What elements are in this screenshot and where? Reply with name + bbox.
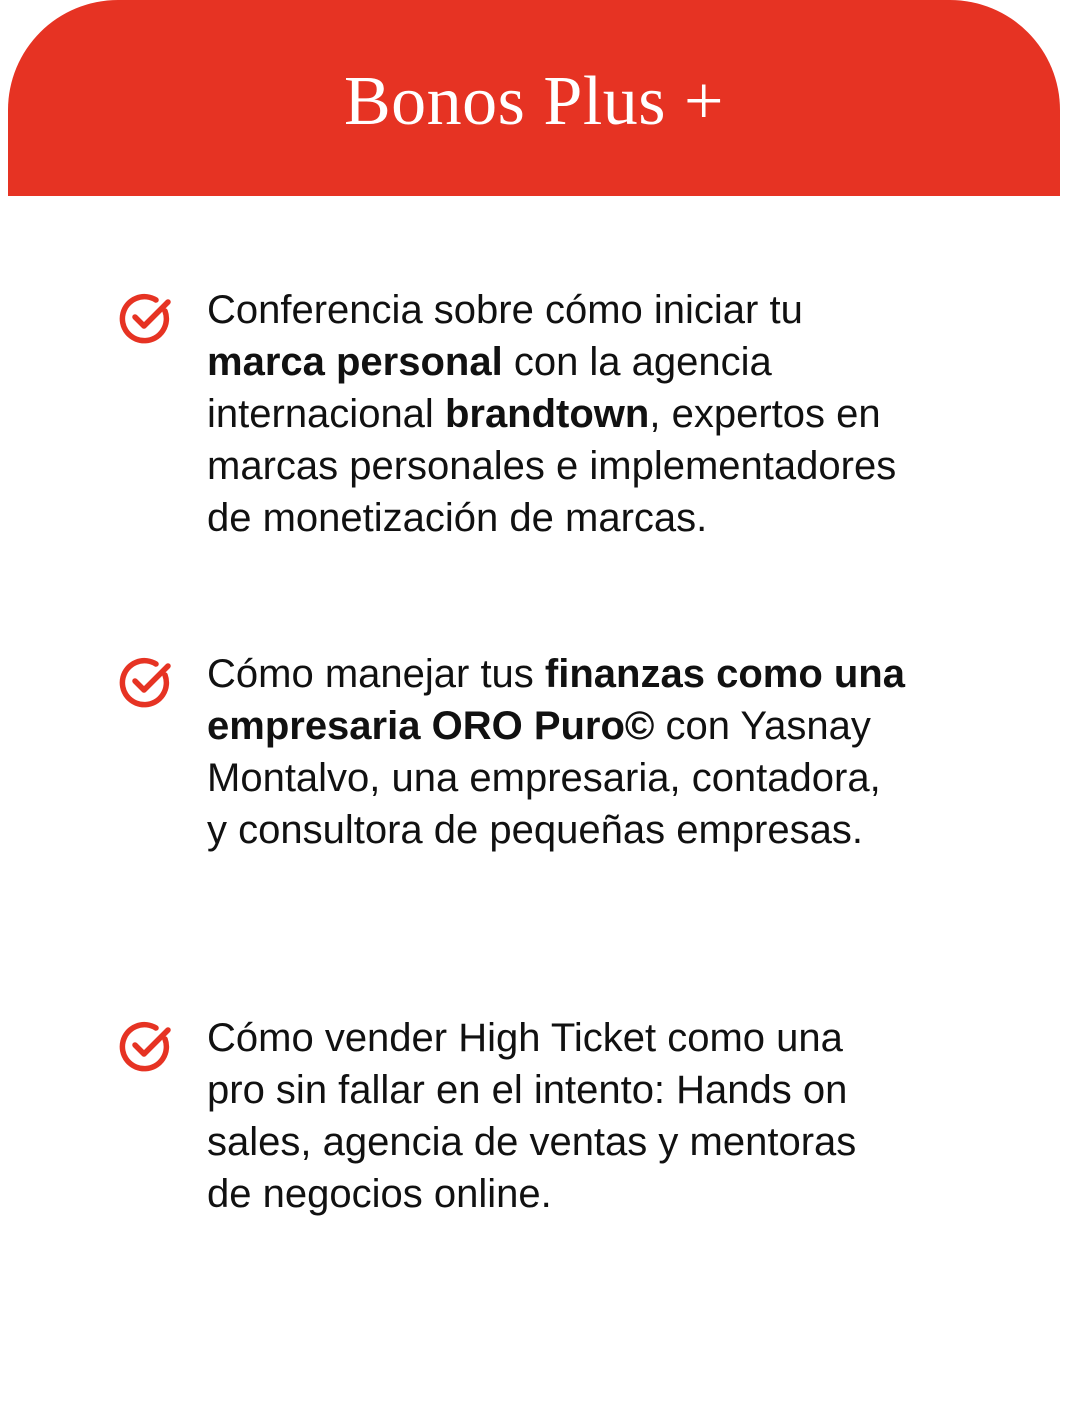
bonus-text-bold: marca personal <box>207 340 503 384</box>
check-circle-icon <box>118 290 174 346</box>
bonus-text-part: Cómo manejar tus <box>207 652 545 696</box>
bonus-text-part: con la agencia internacional <box>207 340 772 436</box>
bonus-text <box>207 648 907 856</box>
bonus-text-part: Cómo vender High Ticket como una pro sin fallar en el intento: Hands on sales, agencia de ventas y mentoras de negocios online. <box>207 1016 857 1216</box>
bonus-text-part: Conferencia sobre cómo iniciar tu <box>207 288 803 332</box>
bonus-text-bold: finanzas como una empresaria ORO Puro© <box>207 652 905 748</box>
check-circle-icon <box>118 654 174 710</box>
bonus-text <box>207 284 907 544</box>
bonus-text-bold: brandtown <box>444 392 650 436</box>
bonus-text-part: , expertos en marcas personales e implementadores de monetización de marcas. <box>207 392 897 540</box>
bonus-text-part: con Yasnay Montalvo, una empresaria, contadora, y consultora de pequeñas empresas. <box>207 704 881 852</box>
check-circle-icon <box>118 1018 174 1074</box>
card-title: Bonos Plus + <box>343 63 725 140</box>
bonus-text <box>207 1012 907 1220</box>
